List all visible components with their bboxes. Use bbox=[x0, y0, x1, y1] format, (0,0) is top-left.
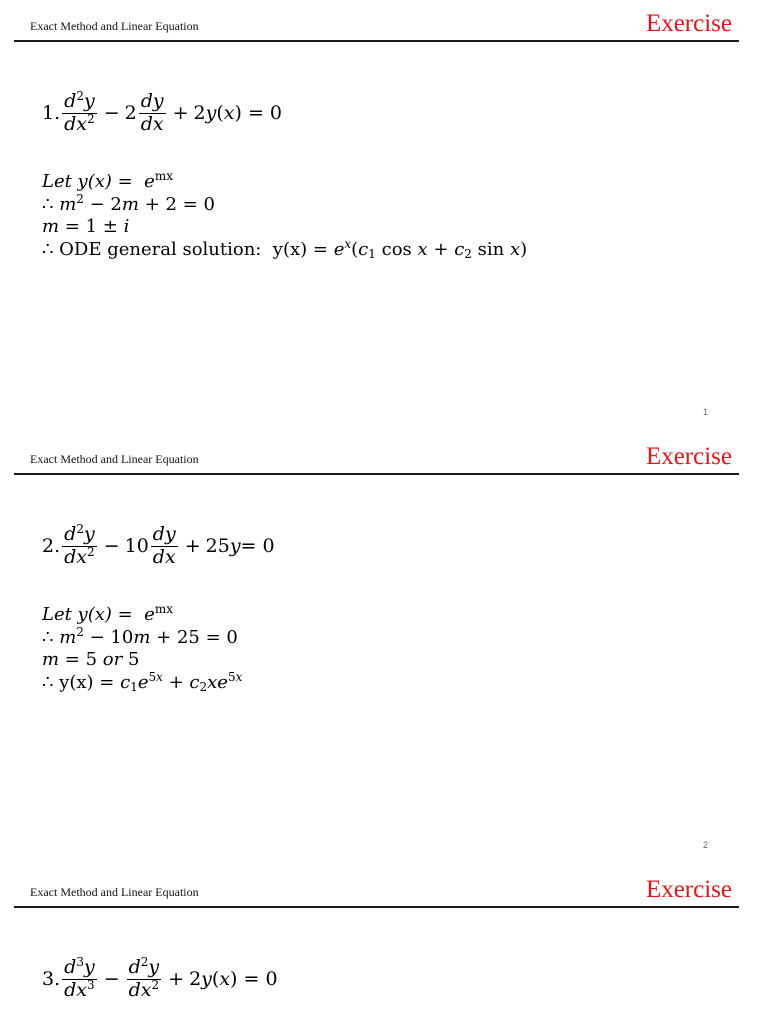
problem-number: 2. bbox=[42, 535, 61, 558]
header-exercise-label: Exercise bbox=[645, 10, 732, 37]
slide-2 bbox=[0, 433, 768, 866]
solution-line: ∴ ODE general solution: $y(x) = e^x(c_1$ $\cos x + c_2$ sin x) bbox=[42, 236, 528, 261]
problem-equation: 1. $\frac{d^2y}{dx^2}$ − 2 $\frac{dy}{dx}$ + 2 y ( x ) = 0 bbox=[42, 89, 282, 135]
header-title: Exact Method and Linear Equation bbox=[30, 19, 199, 33]
second-derivative-fraction: $\frac{d^2y}{dx^2}$ bbox=[64, 89, 95, 135]
solution-line: m = 5 or 5 bbox=[42, 649, 140, 670]
second-derivative-fraction: $\frac{d^2y}{dx^2}$ bbox=[64, 522, 95, 568]
header-divider bbox=[14, 473, 739, 475]
problem-equation: 2. $\frac{d^2y}{dx^2}$ − 10 $\frac{dy}{dx}$ + 25 y = 0 bbox=[42, 522, 275, 568]
header-title: Exact Method and Linear Equation bbox=[30, 885, 199, 899]
page-number: 1 bbox=[702, 407, 708, 417]
solution-line: Let $y(x) = e^{mx}$ bbox=[42, 169, 173, 192]
solution-steps bbox=[42, 604, 242, 694]
problem-equation: 3. $\frac{d^3y}{dx^3}$ − $\frac{d^2y}{dx^2}$ + 2 y ( x ) = 0 bbox=[42, 955, 278, 1001]
page-number: 2 bbox=[702, 840, 708, 850]
first-derivative-fraction: $\frac{dy}{dx}$ bbox=[140, 90, 164, 135]
slide-1 bbox=[0, 0, 768, 433]
slide-3 bbox=[0, 866, 768, 1024]
header-title: Exact Method and Linear Equation bbox=[30, 452, 199, 466]
solution-line: ∴ $m^2 - 10m + 25 = 0$ bbox=[42, 624, 238, 648]
solution-line: Let $y(x) = e^{mx}$ bbox=[42, 602, 173, 625]
solution-line: ∴ $y(x) = c_1e^{5x} + c_2xe^{5x}$ bbox=[42, 669, 243, 694]
header-divider bbox=[14, 906, 739, 908]
problem-number: 1. bbox=[42, 102, 61, 125]
third-derivative-fraction: $\frac{d^3y}{dx^3}$ bbox=[64, 955, 95, 1001]
second-derivative-fraction: $\frac{d^2y}{dx^2}$ bbox=[128, 955, 160, 1001]
first-derivative-fraction: $\frac{dy}{dx}$ bbox=[152, 523, 176, 568]
solution-line: m = 1 ± i bbox=[42, 216, 130, 237]
problem-number: 3. bbox=[42, 968, 61, 991]
solution-steps bbox=[42, 171, 527, 261]
header-exercise-label: Exercise bbox=[645, 443, 732, 470]
header-exercise-label: Exercise bbox=[645, 876, 732, 903]
solution-line: ∴ $m^2 - 2m + 2 = 0$ bbox=[42, 191, 215, 215]
header-divider bbox=[14, 40, 739, 42]
